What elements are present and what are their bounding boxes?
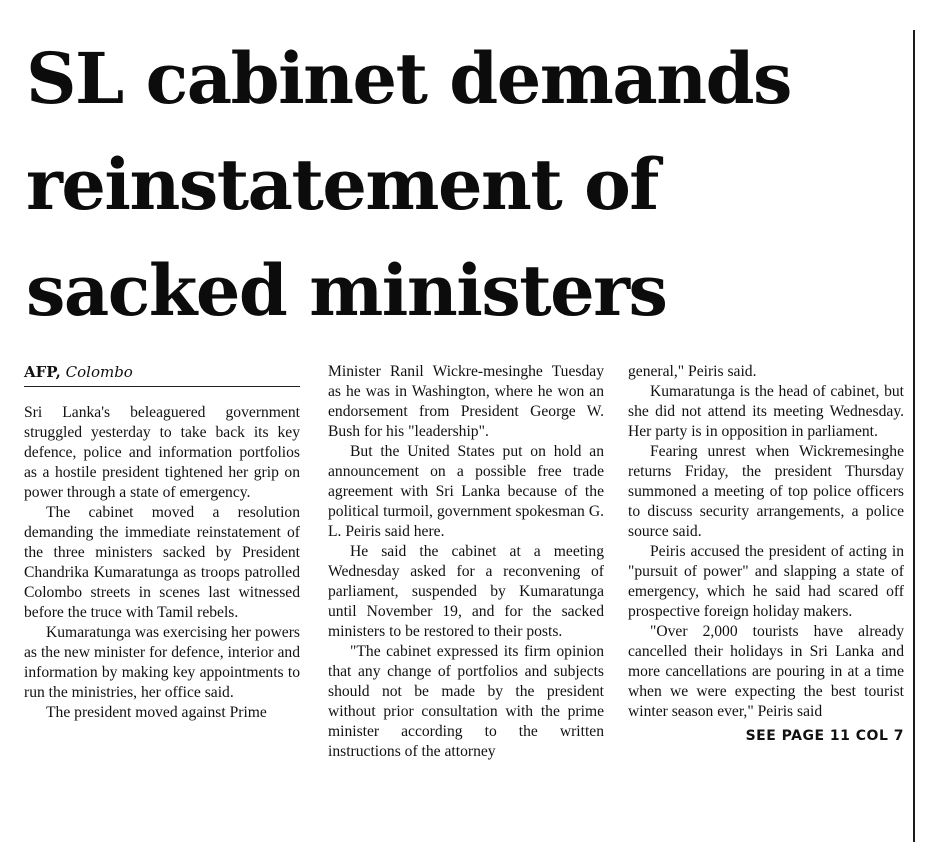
paragraph: "Over 2,000 tourists have already cancelled their holidays in Sri Lanka and more cancellations are pouring in at a time when we were expecting the best tourist winter season ever," Peiris said <box>628 623 904 720</box>
paragraph: Kumaratunga was exercising her powers as the new minister for defence, interior and information by making key appointments to run the ministries, her office said. <box>24 624 300 701</box>
article-column-3 <box>628 362 904 746</box>
paragraph: He said the cabinet at a meeting Wednesday asked for a reconvening of parliament, suspended by Kumaratunga until November 19, and for the sacked ministers to be restored to their posts. <box>328 543 604 640</box>
byline-agency: AFP, <box>24 363 61 381</box>
byline-place: Colombo <box>65 363 133 381</box>
continuation-note: SEE PAGE 11 COL 7 <box>745 728 904 744</box>
paragraph: Fearing unrest when Wickremesinghe returns Friday, the president Thursday summoned a meeting of top police officers to discuss security arrangements, a police source said. <box>628 443 904 540</box>
headline-line-2: reinstatement of <box>26 143 658 226</box>
paragraph: Sri Lanka's beleaguered government struggled yesterday to take back its key defence, police and information portfolios as a hostile president tightened her grip on power through a state of emergency. <box>24 404 300 501</box>
paragraph: "The cabinet expressed its firm opinion that any change of portfolios and subjects should not be made by the president without prior consultation with the prime minister according to the written instructions of the attorney <box>328 643 604 760</box>
article-column-2 <box>328 362 604 762</box>
paragraph: The cabinet moved a resolution demanding the immediate reinstatement of the three ministers sacked by President Chandrika Kumaratunga as troops patrolled Colombo streets in scenes last witnessed before the truce with Tamil rebels. <box>24 504 300 621</box>
paragraph: general," Peiris said. <box>628 363 757 380</box>
paragraph: Peiris accused the president of acting in "pursuit of power" and slapping a state of emergency, which he said had scared off prospective foreign holiday makers. <box>628 543 904 620</box>
headline <box>26 26 911 344</box>
headline-line-3: sacked ministers <box>26 249 667 332</box>
column-rule <box>913 30 915 842</box>
paragraph: Kumaratunga is the head of cabinet, but she did not attend its meeting Wednesday. Her party is in opposition in parliament. <box>628 383 904 440</box>
byline <box>24 362 300 387</box>
headline-line-1: SL cabinet demands <box>26 37 791 120</box>
paragraph: Minister Ranil Wickre-mesinghe Tuesday as he was in Washington, where he won an endorsement from President George W. Bush for his "leadership". <box>328 363 604 440</box>
article-column-1 <box>24 362 300 723</box>
paragraph: The president moved against Prime <box>46 704 267 721</box>
paragraph: But the United States put on hold an announcement on a possible free trade agreement with Sri Lanka because of the political turmoil, government spokesman G. L. Peiris said here. <box>328 443 604 540</box>
